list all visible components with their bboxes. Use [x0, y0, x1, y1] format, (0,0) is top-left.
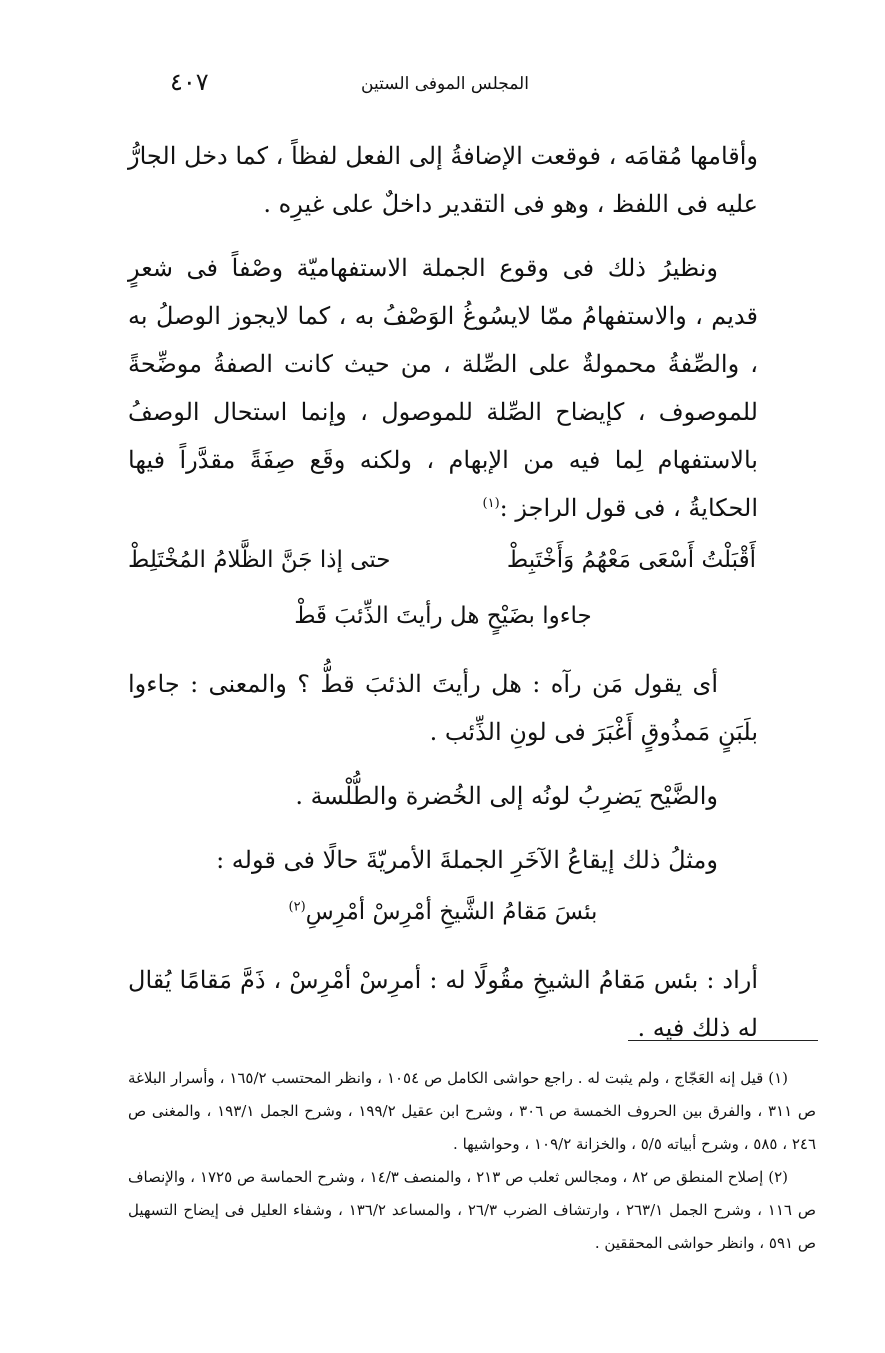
footnote-ref-2: (٢)	[288, 899, 306, 915]
paragraph-2	[128, 244, 758, 532]
verse-hemistich-second: حتى إذا جَنَّ الظَّلامُ المُخْتَلِطْ	[128, 547, 391, 573]
verse-3-text: بئسَ مَقامُ الشَّيخِ أمْرِسْ أمْرِسِ	[305, 899, 598, 925]
paragraph-5: ومثلُ ذلك إيقاعُ الآخَرِ الجملةَ الأمريّةَ حالًا فى قوله :	[216, 846, 718, 874]
footnote-ref-1: (١)	[482, 496, 500, 511]
running-title: المجلس الموفى الستين	[361, 74, 529, 94]
paragraph-3: أى يقول مَن رآه : هل رأيتَ الذئبَ قطُّ ؟ والمعنى : جاءوا بلَبَنٍ مَمذُوقٍ أَغْبَرَ فى لونِ الذِّئب .	[128, 670, 758, 746]
verse-line-2: جاءوا بضَيْحٍ هل رأيتَ الذِّئبَ قَطْ	[294, 603, 592, 629]
main-text	[128, 132, 758, 1052]
verse-hemistich-first: أَقْبَلْتُ أَسْعَى مَعْهُمُ وَأَخْتَبِطْ	[506, 547, 756, 573]
paragraph-4: والضَّيْح يَضرِبُ لونُه إلى الخُضرة والطُّلْسة .	[295, 782, 718, 810]
footnote-1: (١) قيل إنه العَجّاج ، ولم يثبت له . راجع حواشى الكامل ص ١٠٥٤ ، وانظر المحتسب ١٦٥/٢ ، وأسرار البلاغة ص ٣١١ ، والفرق بين الحروف الخمسة ص ٣٠٦ ، وشرح ابن عقيل ١٩٩/٢ ، وشرح الجمل ١٩٣/١ ، والمغنى ص ٢٤٦ ، ٥٨٥ ، وشرح أبياته ٥/٥ ، والخزانة ١٠٩/٢ ، وحواشيها .	[128, 1069, 817, 1153]
footnote-divider	[628, 1040, 818, 1041]
paragraph-6: أراد : بئس مَقامُ الشيخِ مقُولًا له : أمرِسْ أمْرِسْ ، ذَمَّ مَقامًا يُقال له ذلك فيه .	[128, 966, 758, 1042]
verse-line-3	[128, 884, 758, 940]
paragraph-1: وأقامها مُقامَه ، فوقعت الإضافةُ إلى الفعل لفظاً ، كما دخل الجارُّ عليه فى اللفظ ، وهو فى التقدير داخلٌ على غيرِه .	[128, 142, 758, 218]
footnote-2: (٢) إصلاح المنطق ص ٨٢ ، ومجالس ثعلب ص ٢١٣ ، والمنصف ١٤/٣ ، وشرح الحماسة ص ١٧٢٥ ، والإنصاف ص ١١٦ ، وشرح الجمل ٢٦٣/١ ، وارتشاف الضرب ٢٦/٣ ، والمساعد ١٣٦/٢ ، وشفاء العليل فى إيضاح التسهيل ص ٥٩١ ، وانظر حواشى المحققين .	[128, 1168, 816, 1252]
page-number: ٤٠٧	[170, 68, 209, 96]
verse-block-1	[128, 532, 758, 644]
page-header	[130, 68, 760, 108]
paragraph-2-text: ونظيرُ ذلك فى وقوع الجملة الاستفهاميّة وصْفاً فى شعرٍ قديم ، والاستفهامُ ممّا لايسُوغُ الوَصْفُ به ، كما لايجوز الوصلُ به ، والصِّفةُ محمولةٌ على الصِّلة ، من حيث كانت الصفةُ موضِّحةً للموصوف ، كإيضاح الصِّلة للموصول ، وإنما استحال الوصفُ بالاستفهام لِما فيه من الإبهام ، ولكنه وقَع صِفَةً مقدَّراً فيها الحكايةُ ، فى قول الراجز :	[128, 254, 758, 522]
footnotes	[128, 1062, 816, 1260]
verse-line-1	[128, 532, 758, 588]
